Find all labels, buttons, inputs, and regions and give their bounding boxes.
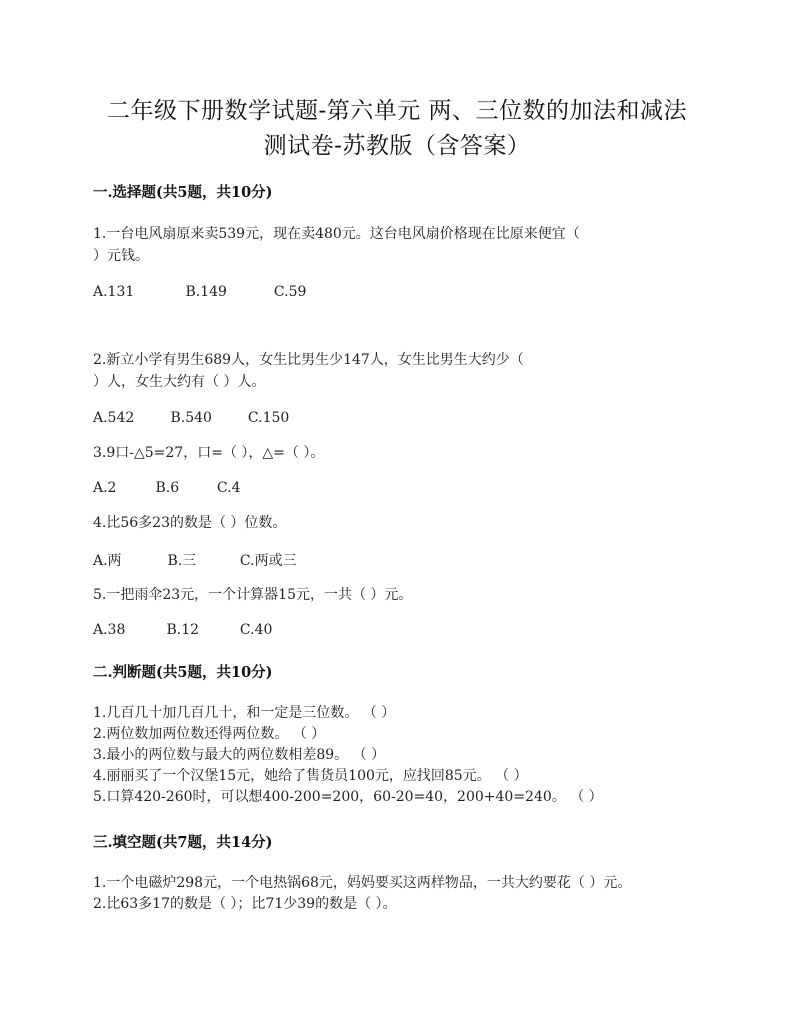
judge-question-2: 2.两位数加两位数还得两位数。 （ ） — [93, 726, 326, 742]
option-b: B.149 — [185, 284, 227, 300]
option-c: C.150 — [247, 410, 290, 426]
judge-question-1: 1.几百几十加几百几十，和一定是三位数。 （ ） — [93, 705, 396, 721]
fill-question-2: 2.比63多17的数是（ ）；比71少39的数是（ ）。 — [93, 896, 397, 912]
option-c: C.40 — [239, 622, 273, 638]
option-b: B.12 — [166, 622, 200, 638]
section-heading-judge: 二.判断题(共5题，共10分) — [93, 664, 273, 681]
choice-q2-options — [93, 410, 289, 426]
section-heading-fill: 三.填空题(共7题，共14分) — [93, 834, 273, 851]
option-a: A.542 — [93, 410, 135, 426]
choice-q1-line1: 1.一台电风扇原来卖539元，现在卖480元。这台电风扇价格现在比原来便宜（ — [93, 226, 580, 242]
option-b: B.三 — [167, 553, 197, 569]
option-a: A.38 — [93, 622, 126, 638]
option-a: A.131 — [93, 284, 135, 300]
choice-q1-options — [93, 284, 306, 300]
option-b: B.6 — [155, 480, 180, 496]
page-title-line2: 测试卷-苏教版（含答案） — [263, 133, 531, 159]
choice-question-1 — [93, 223, 703, 267]
option-c: C.两或三 — [239, 553, 297, 569]
fill-question-1: 1.一个电磁炉298元，一个电热锅68元，妈妈要买这两样物品，一共大约要花（ ）元。 — [93, 875, 632, 891]
choice-question-3: 3.9口-△5=27，口=（ ），△=（ ）。 — [93, 445, 325, 461]
option-a: A.2 — [93, 480, 117, 496]
choice-q1-line2: ）元钱。 — [93, 248, 149, 264]
choice-question-2 — [93, 349, 703, 393]
judge-question-4: 4.丽丽买了一个汉堡15元，她给了售货员100元，应找回85元。 （ ） — [93, 768, 528, 784]
choice-q5-options — [93, 622, 272, 638]
option-b: B.540 — [170, 410, 212, 426]
page-title-line1: 二年级下册数学试题-第六单元 两、三位数的加法和减法 — [106, 98, 688, 124]
choice-question-4: 4.比56多23的数是（ ）位数。 — [93, 515, 287, 531]
choice-q4-options — [93, 550, 297, 570]
judge-question-3: 3.最小的两位数与最大的两位数相差89。 （ ） — [93, 747, 386, 763]
choice-q3-options — [93, 480, 240, 496]
choice-q2-line2: ）人，女生大约有（ ）人。 — [93, 374, 266, 390]
choice-q2-line1: 2.新立小学有男生689人，女生比男生少147人，女生比男生大约少（ — [93, 352, 524, 368]
choice-question-5: 5.一把雨伞23元，一个计算器15元，一共（ ）元。 — [93, 587, 413, 603]
judge-question-5: 5.口算420-260时，可以想400-200=200，60-20=40，200+40=240。 （ ） — [93, 789, 603, 805]
option-c: C.59 — [273, 284, 307, 300]
section-heading-choice: 一.选择题(共5题，共10分) — [93, 184, 273, 201]
option-a: A.两 — [93, 553, 122, 569]
option-c: C.4 — [216, 480, 241, 496]
